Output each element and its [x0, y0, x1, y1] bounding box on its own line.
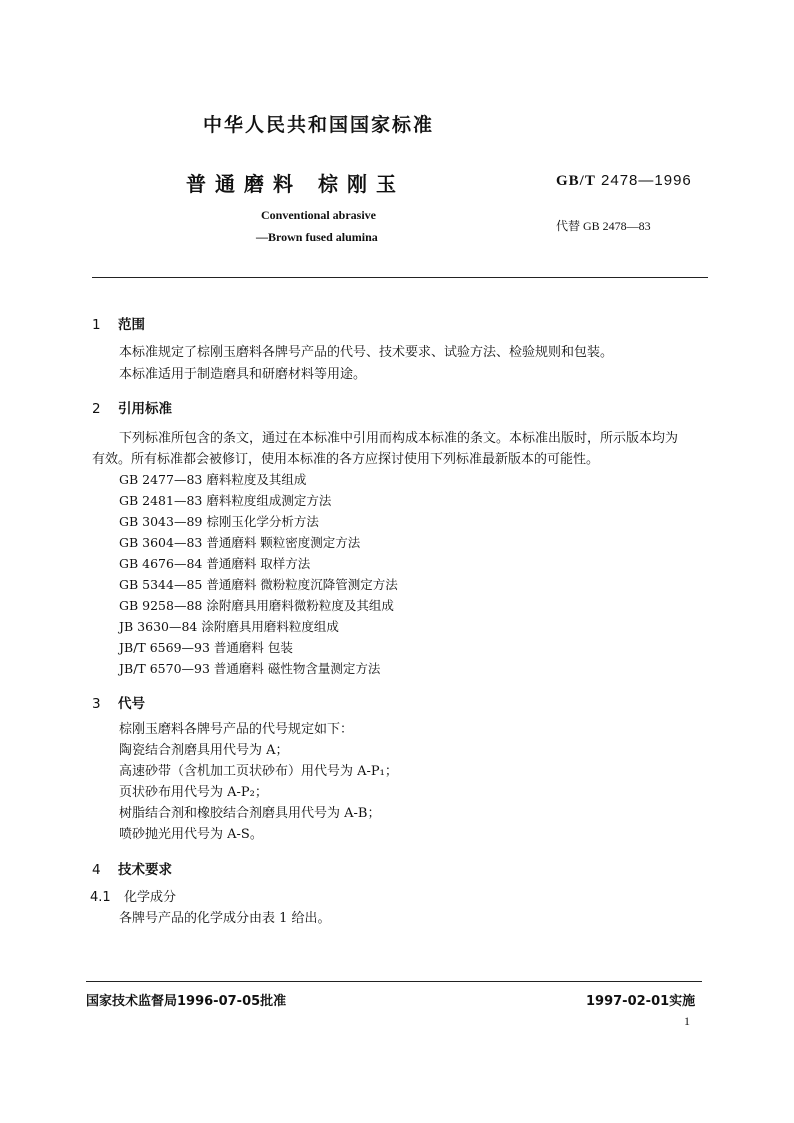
code-line: 棕刚玉磨料各牌号产品的代号规定如下： [119, 722, 354, 737]
section-1-heading [92, 313, 145, 333]
subsection-4-1-paragraph: 各牌号产品的化学成分由表 1 给出。 [119, 911, 331, 926]
section-title: 技术要求 [118, 862, 172, 878]
subsection-title: 化学成分 [124, 890, 177, 905]
section-title: 范围 [118, 317, 145, 333]
reference-item: GB 2481—83 磨料粒度组成测定方法 [119, 493, 332, 508]
section-1-paragraph-2: 本标准适用于制造磨具和研磨材料等用途。 [119, 367, 367, 382]
reference-item: GB 4676—84 普通磨料 取样方法 [119, 556, 311, 571]
footer-divider [86, 981, 702, 982]
reference-item: JB/T 6570—93 普通磨料 磁性物含量测定方法 [119, 661, 381, 676]
effective-date: 1997-02-01实施 [586, 994, 696, 1009]
national-standard-heading: 中华人民共和国国家标准 [203, 114, 435, 136]
document-title-en-line1: Conventional abrasive [261, 208, 377, 222]
section-number: 1 [92, 317, 101, 333]
section-title: 引用标准 [118, 401, 172, 417]
standard-code: 2478—1996 [601, 172, 692, 189]
reference-item: JB 3630—84 涂附磨具用磨料粒度组成 [119, 619, 339, 634]
code-line: 高速砂带（含机加工页状砂布）用代号为 A-P₁； [119, 764, 398, 779]
standard-prefix: GB/T [556, 173, 596, 189]
code-line: 页状砂布用代号为 A-P₂； [119, 785, 268, 800]
section-2-paragraph-line2: 有效。所有标准都会被修订，使用本标准的各方应探讨使用下列标准最新版本的可能性。 [92, 452, 600, 467]
section-number: 3 [92, 696, 101, 712]
section-title: 代号 [118, 696, 145, 712]
section-3-heading [92, 692, 145, 712]
section-number: 4 [92, 862, 101, 878]
reference-item: JB/T 6569—93 普通磨料 包装 [119, 640, 293, 655]
replaces-note: 代替 GB 2478—83 [556, 219, 651, 233]
subsection-number: 4.1 [90, 890, 111, 905]
page-number: 1 [684, 1014, 690, 1028]
standard-number [556, 172, 692, 190]
reference-item: GB 3043—89 棕刚玉化学分析方法 [119, 514, 319, 529]
section-2-paragraph-line1: 下列标准所包含的条文，通过在本标准中引用而构成本标准的条文。本标准出版时，所示版本均为 [119, 431, 679, 446]
reference-item: GB 9258—88 涂附磨具用磨料微粉粒度及其组成 [119, 598, 394, 613]
reference-item: GB 2477—83 磨料粒度及其组成 [119, 472, 307, 487]
code-line: 喷砂抛光用代号为 A-S。 [119, 827, 263, 842]
header-divider [92, 277, 708, 278]
document-title-cn: 普通磨料 棕刚玉 [186, 172, 405, 196]
document-title-en-line2: —Brown fused alumina [256, 230, 378, 244]
section-number: 2 [92, 401, 101, 417]
reference-item: GB 3604—83 普通磨料 颗粒密度测定方法 [119, 535, 361, 550]
code-line: 陶瓷结合剂磨具用代号为 A； [119, 743, 289, 758]
code-line: 树脂结合剂和橡胶结合剂磨具用代号为 A-B； [119, 806, 381, 821]
reference-item: GB 5344—85 普通磨料 微粉粒度沉降管测定方法 [119, 577, 398, 592]
issue-date: 国家技术监督局1996-07-05批准 [86, 994, 287, 1009]
section-2-heading [92, 397, 172, 417]
section-1-paragraph-1: 本标准规定了棕刚玉磨料各牌号产品的代号、技术要求、试验方法、检验规则和包装。 [119, 345, 614, 360]
section-4-heading [92, 858, 172, 878]
subsection-4-1-heading [90, 888, 176, 907]
